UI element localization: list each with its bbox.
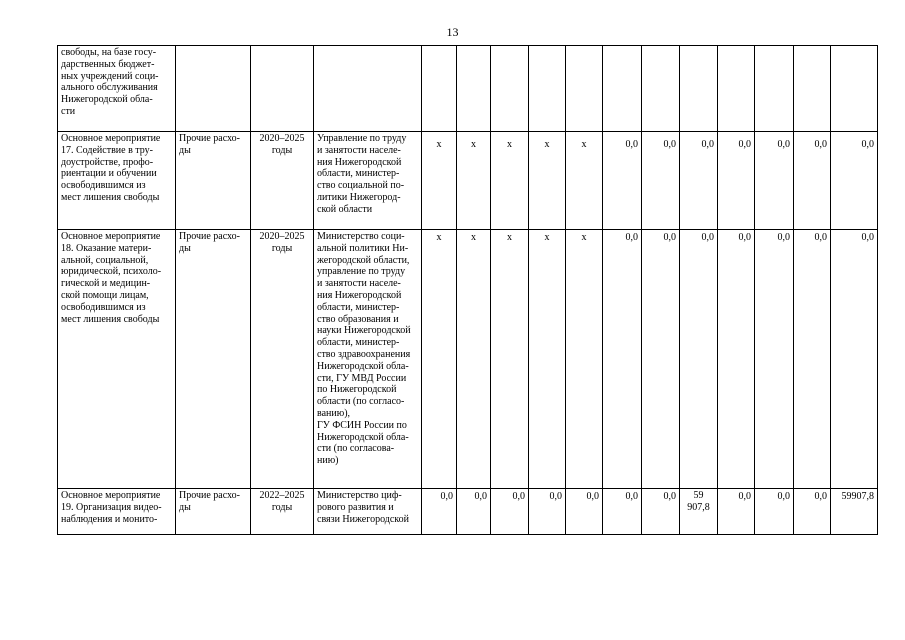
value-cell <box>491 46 529 132</box>
executor-cell: Министерство циф- рового развития и связи Нижегородской <box>314 489 422 535</box>
expense-type-cell: Прочие расхо- ды <box>176 230 251 489</box>
value-cell: 0,0 <box>642 230 680 489</box>
value-cell <box>529 46 566 132</box>
value-cell <box>566 46 603 132</box>
value-cell: 0,0 <box>755 489 794 535</box>
executor-cell <box>314 46 422 132</box>
value-cell: 0,0 <box>642 132 680 230</box>
measure-name-cell: Основное мероприятие 17. Содействие в тру- доустройстве, профо- риентации и обучении освободившимся из мест лишения свободы <box>58 132 176 230</box>
value-cell <box>794 46 831 132</box>
table-row <box>58 46 878 132</box>
value-cell: 0,0 <box>794 489 831 535</box>
value-cell: 0,0 <box>718 132 755 230</box>
value-cell: x <box>422 230 457 489</box>
value-cell: 0,0 <box>642 489 680 535</box>
value-cell: 0,0 <box>566 489 603 535</box>
value-cell: 0,0 <box>680 132 718 230</box>
value-cell: 59 907,8 <box>680 489 718 535</box>
value-cell: x <box>491 230 529 489</box>
measure-name-cell: свободы, на базе госу- дарственных бюджет- ных учреждений соци- ального обслуживания Нижегородской обла- сти <box>58 46 176 132</box>
value-cell: x <box>529 132 566 230</box>
value-cell <box>755 46 794 132</box>
period-cell <box>251 46 314 132</box>
value-cell: 0,0 <box>794 132 831 230</box>
program-measures-table <box>57 45 878 535</box>
value-cell: 0,0 <box>603 230 642 489</box>
value-cell <box>831 46 878 132</box>
value-cell <box>718 46 755 132</box>
expense-type-cell: Прочие расхо- ды <box>176 489 251 535</box>
period-cell: 2020–2025 годы <box>251 132 314 230</box>
value-cell: x <box>529 230 566 489</box>
page-number: 13 <box>446 25 459 39</box>
value-cell: 0,0 <box>755 132 794 230</box>
value-cell: 0,0 <box>603 489 642 535</box>
value-cell: 0,0 <box>457 489 491 535</box>
executor-cell: Управление по труду и занятости населе- ния Нижегородской области, министер- ство социальной по- литики Нижегород- ской области <box>314 132 422 230</box>
value-cell <box>680 46 718 132</box>
value-cell <box>422 46 457 132</box>
value-cell <box>603 46 642 132</box>
value-cell: 59907,8 <box>831 489 878 535</box>
value-cell: 0,0 <box>831 132 878 230</box>
value-cell: 0,0 <box>831 230 878 489</box>
value-cell: 0,0 <box>755 230 794 489</box>
value-cell: x <box>457 132 491 230</box>
value-cell: 0,0 <box>794 230 831 489</box>
value-cell: x <box>457 230 491 489</box>
measure-name-cell: Основное мероприятие 19. Организация видео- наблюдения и монито- <box>58 489 176 535</box>
value-cell <box>642 46 680 132</box>
period-cell: 2022–2025 годы <box>251 489 314 535</box>
table-row <box>58 132 878 230</box>
expense-type-cell: Прочие расхо- ды <box>176 132 251 230</box>
value-cell: 0,0 <box>603 132 642 230</box>
value-cell: 0,0 <box>491 489 529 535</box>
value-cell: x <box>566 132 603 230</box>
measure-name-cell: Основное мероприятие 18. Оказание матери- альной, социальной, юридической, психоло- гической и медицин- ской помощи лицам, освободившимся из мест лишения свободы <box>58 230 176 489</box>
value-cell: 0,0 <box>718 230 755 489</box>
value-cell: 0,0 <box>718 489 755 535</box>
period-cell: 2020–2025 годы <box>251 230 314 489</box>
expense-type-cell <box>176 46 251 132</box>
value-cell <box>457 46 491 132</box>
value-cell: 0,0 <box>529 489 566 535</box>
value-cell: 0,0 <box>422 489 457 535</box>
value-cell: x <box>422 132 457 230</box>
value-cell: x <box>566 230 603 489</box>
table-row <box>58 230 878 489</box>
value-cell: 0,0 <box>680 230 718 489</box>
value-cell: x <box>491 132 529 230</box>
table-row <box>58 489 878 535</box>
executor-cell: Министерство соци- альной политики Ни- жегородской области, управление по труду и занятости населе- ния Нижегородской области, министер- ство образования и науки Нижегородской области, министер- ство здравоохранения Нижегородской обла- сти, ГУ МВД России по Нижегородской области (по согласо- ванию), ГУ ФСИН России по Нижегородской обла- сти (по согласова- нию) <box>314 230 422 489</box>
